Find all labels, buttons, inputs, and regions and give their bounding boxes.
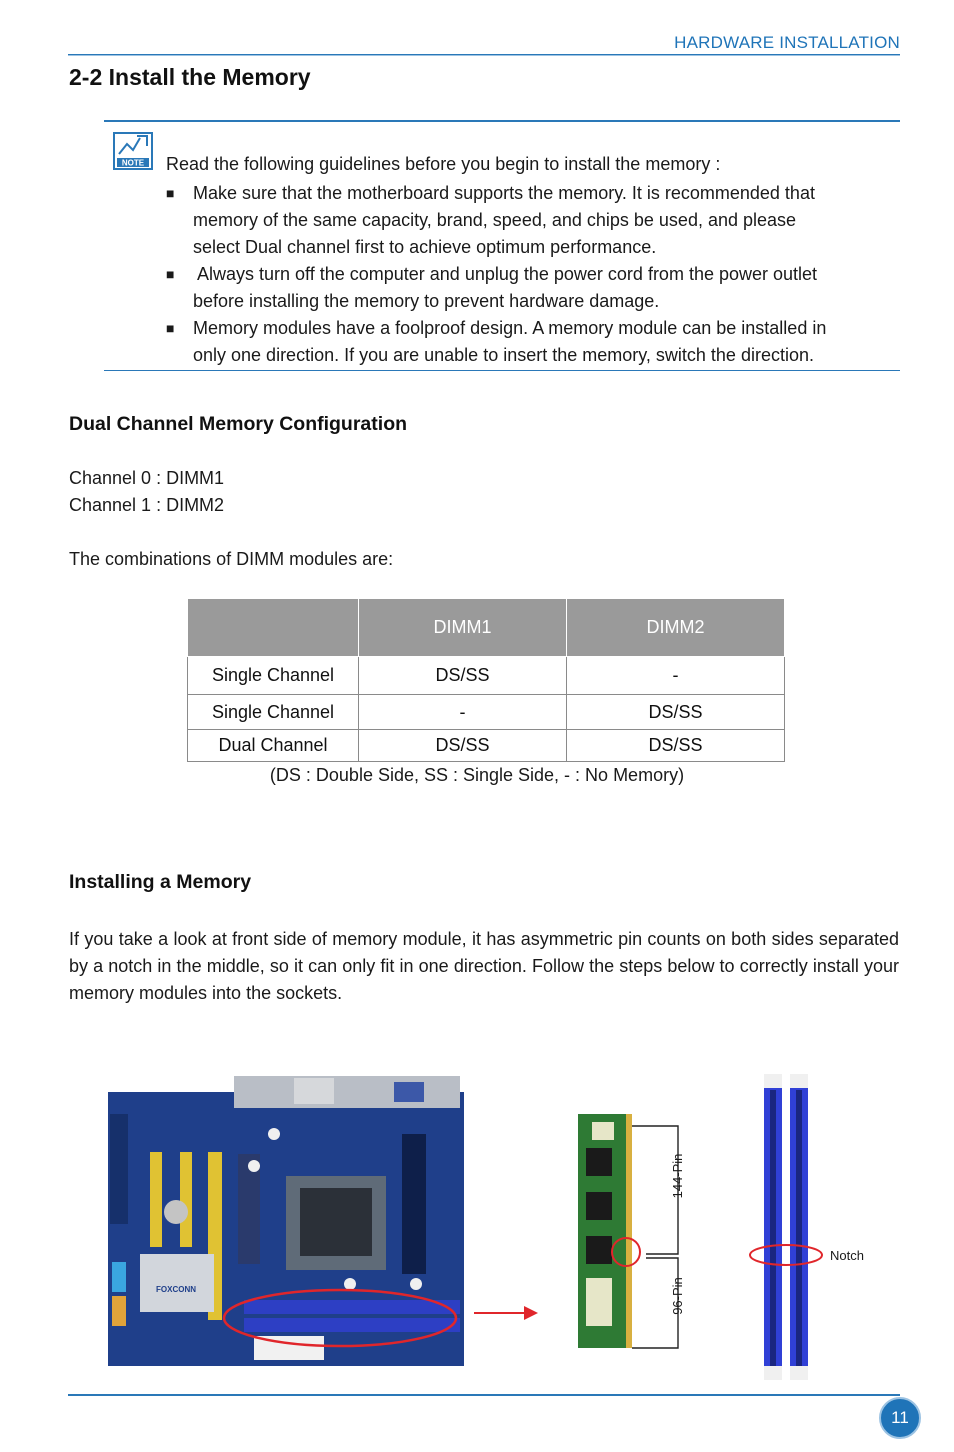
dual-channel-heading: Dual Channel Memory Configuration (69, 413, 408, 435)
channel1-line: Channel 1 : DIMM2 (69, 495, 225, 515)
combinations-intro: The combinations of DIMM modules are: (69, 549, 394, 569)
table-cell: DS/SS (567, 730, 785, 762)
pci-slot (180, 1152, 192, 1247)
slot-notch-highlight (750, 1245, 822, 1265)
notch-label: Notch (830, 1248, 864, 1263)
page-title: 2-2 Install the Memory (69, 64, 311, 90)
dimm-slot (244, 1300, 460, 1314)
bullet-line: before installing the memory to prevent hardware damage. (193, 291, 660, 311)
table-row (188, 730, 785, 762)
header-rule (68, 54, 900, 56)
board-logo: FOXCONN (156, 1285, 196, 1294)
note-bullet (166, 261, 886, 315)
table-row (188, 657, 785, 695)
bullet-line: Make sure that the motherboard supports the memory. It is recommended that (193, 183, 815, 203)
table-row (188, 695, 785, 730)
note-bottom-rule (104, 370, 900, 371)
arrow-right-icon (474, 1302, 544, 1324)
table-cell: Dual Channel (188, 730, 359, 762)
cmos-battery (164, 1200, 188, 1224)
motherboard-illustration (104, 1074, 470, 1370)
bullet-line: only one direction. If you are unable to insert the memory, switch the direction. (193, 345, 814, 365)
table-cell: - (359, 695, 567, 730)
dimm-slot (244, 1318, 460, 1332)
table-cell: - (567, 657, 785, 695)
page-number: 11 (879, 1397, 921, 1439)
dimm-slots-illustration (746, 1072, 836, 1384)
gold-contacts (626, 1114, 632, 1348)
table-header-row (188, 599, 785, 657)
footer-rule (68, 1394, 900, 1396)
bullet-line: select Dual channel first to achieve optimum performance. (193, 237, 657, 257)
table-cell: DS/SS (567, 695, 785, 730)
dimm-combination-table (187, 598, 785, 762)
pci-slot (150, 1152, 162, 1247)
bullet-square-icon: ■ (166, 320, 175, 336)
table-cell: DS/SS (359, 730, 567, 762)
header-section-title: HARDWARE INSTALLATION (674, 33, 900, 52)
pin-count-label-bottom: 96-Pin (670, 1277, 685, 1315)
bullet-line: memory of the same capacity, brand, speed, and chips be used, and please (193, 210, 797, 230)
bullet-line: Memory modules have a foolproof design. A memory module can be installed in (193, 318, 827, 338)
heatsink (140, 1254, 214, 1312)
bullet-square-icon: ■ (166, 185, 175, 201)
note-intro: Read the following guidelines before you begin to install the memory : (166, 154, 721, 174)
table-cell: Single Channel (188, 657, 359, 695)
pin-count-label-top: 144-Pin (670, 1153, 685, 1199)
bullet-square-icon: ■ (166, 266, 175, 282)
note-bullet (166, 180, 886, 261)
installing-paragraph: If you take a look at front side of memory module, it has asymmetric pin counts on both sides separated by a notch in the middle, so it can only fit in one direction. Follow the steps below to correctly install your memory modules into the sockets. (69, 929, 899, 1003)
installing-heading: Installing a Memory (69, 871, 252, 893)
note-icon (113, 132, 153, 170)
note-bullet-list (166, 180, 886, 369)
svg-text:NOTE: NOTE (121, 158, 145, 168)
note-bullet (166, 315, 886, 369)
table-legend: (DS : Double Side, SS : Single Side, - : No Memory) (269, 765, 685, 785)
rear-io-ports (234, 1076, 460, 1108)
note-top-rule (104, 120, 900, 122)
table-header-cell: DIMM1 (359, 599, 567, 657)
channel0-line: Channel 0 : DIMM1 (69, 468, 225, 488)
table-header-cell (188, 599, 359, 657)
table-cell: Single Channel (188, 695, 359, 730)
table-header-cell: DIMM2 (567, 599, 785, 657)
table-cell: DS/SS (359, 657, 567, 695)
bullet-line: Always turn off the computer and unplug the power cord from the power outlet (193, 264, 818, 284)
